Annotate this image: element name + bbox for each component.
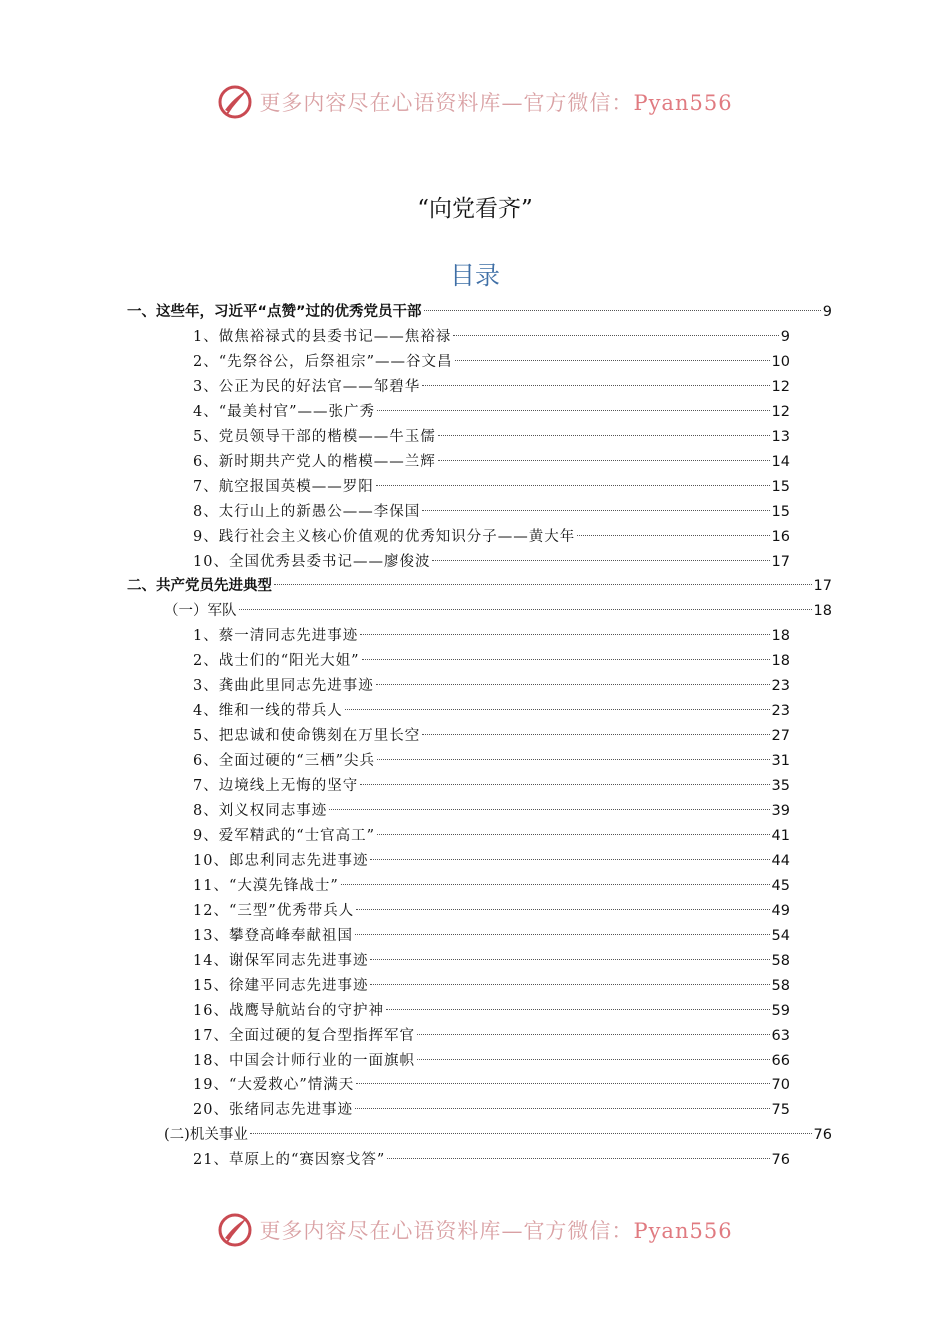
toc-entry-page: 16 (771, 528, 790, 545)
watermark-text: 更多内容尽在心语资料库—官方微信：Pyan556 (259, 91, 733, 115)
toc-entry-label: 8、刘义权同志事迹 (193, 803, 328, 819)
document-title: “向党看齐” (417, 196, 533, 222)
dot-leader (356, 909, 769, 910)
toc-entry[interactable] (193, 1098, 790, 1122)
toc-entry-page: 70 (771, 1077, 790, 1094)
toc-entry-label: 14、谢保军同志先进事迹 (193, 952, 369, 969)
toc-entry[interactable] (127, 300, 832, 324)
toc-entry-page: 12 (771, 378, 790, 395)
toc-entry-label: 20、张绪同志先进事迹 (193, 1102, 353, 1119)
toc-entry[interactable] (193, 924, 790, 948)
watermark-banner-top (0, 84, 950, 120)
toc-entry[interactable] (193, 375, 790, 399)
toc-entry[interactable] (193, 749, 790, 773)
toc-entry-page: 14 (771, 453, 790, 470)
quill-book-logo (217, 84, 253, 120)
dot-leader (329, 809, 769, 810)
toc-entry-label: 9、践行社会主义核心价值观的优秀知识分子——黄大年 (193, 528, 576, 545)
toc-entry[interactable] (193, 824, 790, 848)
toc-entry-label: 15、徐建平同志先进事迹 (193, 977, 369, 994)
toc-entry-page: 63 (771, 1027, 790, 1044)
toc-entry[interactable] (193, 799, 790, 823)
toc-entry-page: 76 (813, 1127, 832, 1144)
toc-entry[interactable] (193, 1024, 790, 1048)
dot-leader (577, 535, 769, 536)
dot-leader (341, 884, 770, 885)
watermark-banner-bottom (0, 1212, 950, 1248)
dot-leader (345, 709, 770, 710)
dot-leader (422, 385, 769, 386)
toc-entry[interactable] (193, 974, 790, 998)
toc-entry-page: 58 (771, 952, 790, 969)
toc-entry-label: 二、共产党员先进典型 (127, 578, 272, 595)
toc-entry-label: 4、维和一线的带兵人 (193, 703, 343, 720)
dot-leader (438, 460, 770, 461)
toc-entry[interactable] (193, 325, 790, 349)
toc-entry[interactable] (193, 649, 790, 673)
toc-entry-page: 49 (771, 902, 790, 919)
toc-entry[interactable] (127, 574, 832, 598)
toc-entry[interactable] (193, 774, 790, 798)
toc-entry[interactable] (193, 450, 790, 474)
dot-leader (355, 934, 770, 935)
quill-book-logo (217, 1212, 253, 1248)
dot-leader (274, 584, 812, 585)
toc-entry-label: 2、“先祭谷公，后祭祖宗”——谷文昌 (193, 353, 453, 370)
toc-entry-label: 2、战士们的“阳光大姐” (193, 653, 360, 670)
toc-entry-label: 7、边境线上无悔的坚守 (193, 778, 359, 795)
dot-leader (422, 510, 769, 511)
toc-entry[interactable] (193, 1073, 790, 1097)
toc-entry[interactable] (193, 425, 790, 449)
toc-entry[interactable] (193, 550, 790, 574)
toc-entry-page: 41 (771, 827, 790, 844)
dot-leader (424, 310, 821, 311)
toc-entry-label: 16、战鹰导航站台的守护神 (193, 1002, 384, 1019)
dot-leader (239, 609, 812, 610)
toc-entry[interactable] (193, 624, 790, 648)
toc-entry[interactable] (193, 525, 790, 549)
toc-entry-label: 6、新时期共产党人的楷模——兰辉 (193, 453, 436, 470)
toc-entry-label: （一）军队 (164, 603, 237, 620)
dot-leader (360, 634, 769, 635)
toc-entry-label: 10、郎忠利同志先进事迹 (193, 852, 369, 869)
toc-entry-page: 18 (771, 628, 790, 645)
toc-entry-page: 18 (813, 603, 832, 620)
dot-leader (438, 435, 770, 436)
toc-entry-page: 39 (771, 803, 790, 819)
toc-entry-page: 17 (813, 578, 832, 595)
dot-leader (417, 1059, 770, 1060)
toc-entry[interactable] (193, 400, 790, 424)
toc-entry-label: 1、做焦裕禄式的县委书记——焦裕禄 (193, 328, 452, 345)
toc-entry[interactable] (193, 674, 790, 698)
toc-entry-label: 5、党员领导干部的楷模——牛玉儒 (193, 428, 436, 445)
dot-leader (432, 560, 769, 561)
toc-entry-label: 18、中国会计师行业的一面旗帜 (193, 1052, 415, 1069)
dot-leader (355, 1108, 770, 1109)
toc-entry-page: 59 (771, 1002, 790, 1019)
dot-leader (422, 734, 769, 735)
dot-leader (377, 410, 769, 411)
toc-entry-page: 13 (771, 428, 790, 445)
toc-entry-label: (二)机关事业 (164, 1127, 248, 1144)
toc-entry-label: 19、“大爱救心”情满天 (193, 1077, 355, 1094)
toc-entry[interactable] (193, 1049, 790, 1073)
toc-entry-label: 4、“最美村官”——张广秀 (193, 403, 376, 420)
dot-leader (362, 659, 770, 660)
toc-entry-page: 35 (771, 778, 790, 795)
toc-entry-page: 10 (771, 353, 790, 370)
toc-entry-page: 76 (771, 1152, 790, 1169)
toc-entry-page: 75 (771, 1102, 790, 1119)
toc-entry-page: 44 (771, 852, 790, 869)
toc-entry-label: 一、这些年，习近平“点赞”过的优秀党员干部 (127, 304, 422, 320)
dot-leader (377, 759, 769, 760)
dot-leader (370, 984, 769, 985)
toc-entry-page: 23 (771, 678, 790, 695)
toc-entry-page: 58 (771, 977, 790, 994)
toc-entry-page: 45 (771, 877, 790, 894)
toc-entry[interactable] (193, 500, 790, 524)
toc-entry-page: 9 (822, 304, 832, 320)
dot-leader (386, 1009, 770, 1010)
toc-entry[interactable] (193, 724, 790, 748)
toc-entry[interactable] (193, 350, 790, 374)
dot-leader (356, 1083, 769, 1084)
toc-entry-page: 15 (771, 478, 790, 495)
dot-leader (377, 834, 769, 835)
dot-leader (453, 335, 779, 336)
toc-entry-label: 5、把忠诚和使命镌刻在万里长空 (193, 728, 421, 745)
toc-entry[interactable] (193, 475, 790, 499)
toc-entry-label: 11、“大漠先锋战士” (193, 877, 339, 894)
toc-entry-page: 17 (771, 553, 790, 570)
toc-entry-page: 27 (771, 728, 790, 745)
toc-entry[interactable] (164, 1123, 832, 1147)
toc-entry-label: 3、龚曲此里同志先进事迹 (193, 678, 374, 695)
dot-leader (250, 1133, 812, 1134)
toc-entry-label: 12、“三型”优秀带兵人 (193, 902, 355, 919)
toc-entry-label: 17、全面过硬的复合型指挥军官 (193, 1027, 415, 1044)
toc-entry-label: 7、航空报国英模——罗阳 (193, 478, 374, 495)
toc-entry-label: 3、公正为民的好法官——邹碧华 (193, 378, 421, 395)
toc-entry[interactable] (193, 899, 790, 923)
toc-entry-page: 15 (771, 503, 790, 520)
toc-entry-label: 8、太行山上的新愚公——李保国 (193, 503, 421, 520)
toc-heading: 目录 (449, 261, 500, 290)
dot-leader (360, 784, 769, 785)
watermark-text: 更多内容尽在心语资料库—官方微信：Pyan556 (259, 1219, 733, 1243)
toc-entry[interactable] (193, 999, 790, 1023)
toc-entry-label: 1、蔡一清同志先进事迹 (193, 628, 359, 645)
toc-entry-label: 6、全面过硬的“三栖”尖兵 (193, 753, 376, 770)
toc-entry-label: 21、草原上的“赛因察戈答” (193, 1152, 386, 1169)
toc-entry[interactable] (193, 874, 790, 898)
toc-entry-page: 31 (771, 753, 790, 770)
toc-entry-page: 54 (771, 927, 790, 944)
toc-entry-page: 23 (771, 703, 790, 720)
dot-leader (376, 485, 770, 486)
dot-leader (370, 859, 769, 860)
dot-leader (370, 959, 769, 960)
toc-entry-label: 13、攀登高峰奉献祖国 (193, 927, 353, 944)
dot-leader (417, 1034, 770, 1035)
toc-entry-page: 12 (771, 403, 790, 420)
toc-entry[interactable] (193, 849, 790, 873)
toc-entry[interactable] (164, 599, 832, 623)
toc-entry[interactable] (193, 1148, 790, 1172)
dot-leader (455, 360, 770, 361)
dot-leader (387, 1158, 769, 1159)
toc-entry-page: 66 (771, 1052, 790, 1069)
toc-entry-page: 18 (771, 653, 790, 670)
toc-entry-label: 10、全国优秀县委书记——廖俊波 (193, 553, 431, 570)
toc-entry[interactable] (193, 949, 790, 973)
toc-entry-label: 9、爱军精武的“士官高工” (193, 827, 376, 844)
dot-leader (376, 684, 770, 685)
toc-entry-page: 9 (780, 328, 790, 345)
toc-entry[interactable] (193, 699, 790, 723)
